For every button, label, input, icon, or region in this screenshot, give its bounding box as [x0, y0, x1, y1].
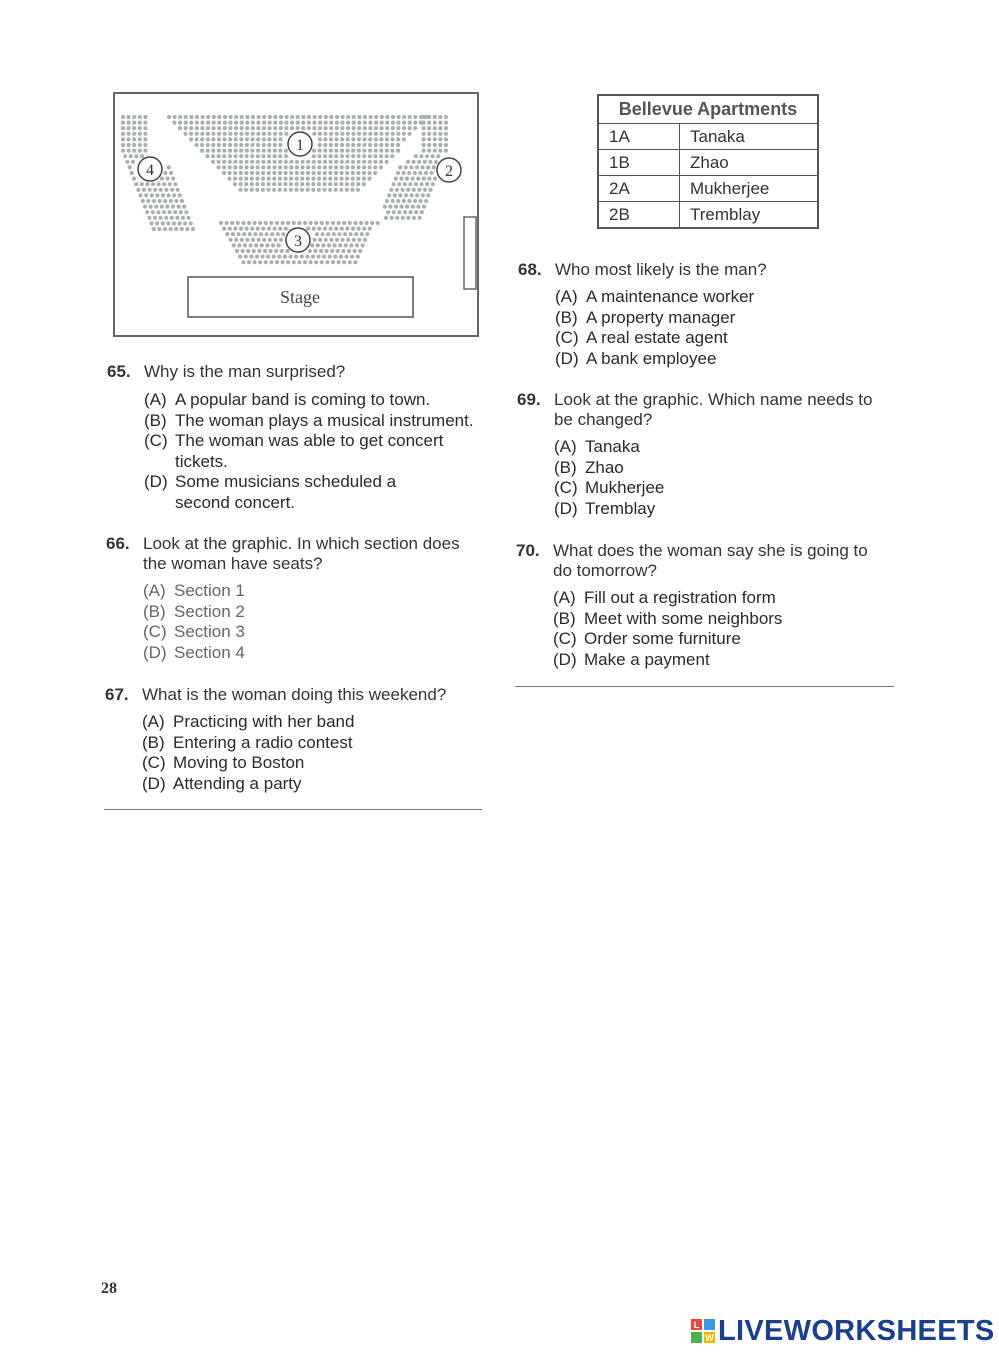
question-70: [516, 541, 886, 670]
section-marker-2: [437, 158, 461, 182]
option-text: A maintenance worker: [586, 287, 755, 306]
section-marker-4: [138, 157, 162, 181]
table-row: [598, 202, 818, 229]
option-text: A property manager: [586, 307, 736, 327]
answer-option-c[interactable]: [555, 328, 898, 349]
answer-option-a[interactable]: [555, 287, 898, 308]
answer-option-d[interactable]: [554, 499, 887, 520]
seating-chart: [113, 92, 479, 337]
answer-options: [144, 390, 492, 513]
answer-option-d[interactable]: [553, 650, 886, 671]
option-text: Fill out a registration form: [584, 588, 776, 607]
option-text: A real estate agent: [586, 328, 728, 347]
option-letter: (B): [554, 457, 577, 477]
brand-name: LIVEWORKSHEETS: [718, 1315, 995, 1347]
option-text: The woman was able to get concert tickets.: [175, 431, 444, 471]
answer-option-b[interactable]: [555, 308, 898, 329]
option-letter: (A): [553, 588, 576, 607]
answer-option-b[interactable]: [143, 602, 471, 623]
answer-options: [554, 437, 887, 519]
answer-option-d[interactable]: [143, 643, 471, 664]
answer-option-a[interactable]: [144, 390, 492, 411]
question-text: Look at the graphic. Which name needs to be changed?: [554, 390, 873, 429]
question-69: [517, 390, 887, 519]
option-letter: (D): [555, 348, 579, 368]
option-letter: (D): [143, 642, 167, 662]
question-text: What is the woman doing this weekend?: [142, 685, 447, 704]
question-number: 65.: [107, 362, 131, 381]
answer-option-d[interactable]: [555, 349, 898, 370]
apartments-table: [597, 94, 819, 229]
seat-dots: [121, 115, 448, 264]
option-text: Section 4: [174, 642, 245, 662]
answer-option-d[interactable]: [144, 472, 454, 513]
question-number: 69.: [517, 390, 541, 409]
option-text: Section 1: [174, 581, 245, 600]
answer-option-a[interactable]: [554, 437, 887, 458]
option-text: Meet with some neighbors: [584, 608, 783, 628]
question-number: 68.: [518, 260, 542, 279]
option-text: A bank employee: [586, 348, 717, 368]
question-number: 66.: [106, 534, 130, 553]
option-letter: (A): [142, 712, 165, 731]
unit-cell: 1A: [598, 124, 680, 150]
unit-cell: 1B: [598, 150, 680, 176]
option-letter: (D): [142, 773, 166, 793]
table-row: [598, 176, 818, 202]
option-text: Zhao: [585, 457, 624, 477]
section-label-4: 4: [146, 162, 154, 179]
answer-option-d[interactable]: [142, 774, 485, 795]
question-text: What does the woman say she is going to do tomorrow?: [553, 541, 868, 580]
option-letter: (C): [142, 753, 166, 772]
option-letter: (B): [144, 410, 167, 430]
option-text: Order some furniture: [584, 629, 741, 648]
question-66: [106, 534, 471, 663]
table-row: [598, 150, 818, 176]
section-label-2: 2: [445, 163, 453, 180]
question-text: Who most likely is the man?: [555, 260, 767, 279]
option-text: Entering a radio contest: [173, 732, 353, 752]
tenant-cell: Tremblay: [680, 202, 819, 229]
section-label-3: 3: [294, 233, 302, 250]
question-number: 70.: [516, 541, 540, 560]
answer-option-b[interactable]: [142, 733, 485, 754]
option-letter: (C): [553, 629, 577, 648]
option-letter: (D): [554, 498, 578, 518]
question-68: [518, 260, 898, 369]
answer-option-b[interactable]: [554, 458, 887, 479]
answer-options: [143, 581, 471, 663]
side-door: [464, 217, 476, 289]
option-text: Some musicians scheduled a second concert.: [175, 472, 397, 512]
seating-chart-graphic: [113, 92, 479, 337]
unit-cell: 2A: [598, 176, 680, 202]
option-text: A popular band is coming to town.: [175, 390, 431, 409]
question-text: Why is the man surprised?: [144, 362, 346, 381]
option-letter: (D): [553, 649, 577, 669]
liveworksheets-brand[interactable]: [690, 1316, 995, 1346]
option-text: Section 3: [174, 622, 245, 641]
option-letter: (C): [143, 622, 167, 641]
answer-option-b[interactable]: [553, 609, 886, 630]
option-letter: (B): [142, 732, 165, 752]
section-label-1: 1: [296, 137, 304, 154]
answer-option-c[interactable]: [553, 629, 886, 650]
option-text: Make a payment: [584, 649, 710, 669]
tenant-cell: Zhao: [680, 150, 819, 176]
answer-option-a[interactable]: [143, 581, 471, 602]
option-letter: (D): [144, 472, 168, 491]
option-letter: (B): [555, 307, 578, 327]
divider-right: [515, 686, 894, 687]
option-letter: (C): [555, 328, 579, 347]
answer-options: [555, 287, 898, 369]
option-text: Attending a party: [173, 773, 302, 793]
option-letter: (A): [554, 437, 577, 456]
answer-options: [142, 712, 485, 794]
option-text: Tanaka: [585, 437, 640, 456]
logo-letter-l: L: [693, 1320, 700, 1330]
tenant-cell: Mukherjee: [680, 176, 819, 202]
option-letter: (A): [143, 581, 166, 600]
option-letter: (C): [554, 478, 578, 497]
answer-option-a[interactable]: [553, 588, 886, 609]
table-title: Bellevue Apartments: [598, 95, 818, 124]
page-number: 28: [101, 1280, 117, 1297]
option-text: Tremblay: [585, 498, 656, 518]
option-letter: (C): [144, 431, 168, 450]
option-letter: (B): [553, 608, 576, 628]
question-67: [105, 685, 485, 794]
tenant-cell: Tanaka: [680, 124, 819, 150]
option-letter: (A): [555, 287, 578, 306]
answer-option-b[interactable]: [144, 411, 492, 432]
logo-letter-w: W: [705, 1333, 714, 1343]
question-number: 67.: [105, 685, 129, 704]
divider-left: [104, 809, 482, 810]
answer-options: [553, 588, 886, 670]
option-letter: (B): [143, 601, 166, 621]
answer-option-c[interactable]: [142, 753, 485, 774]
option-text: Section 2: [174, 601, 245, 621]
answer-option-a[interactable]: [142, 712, 485, 733]
option-text: The woman plays a musical instrument.: [175, 410, 474, 430]
liveworksheets-logo-icon: [690, 1318, 716, 1344]
option-text: Mukherjee: [585, 478, 665, 497]
question-text: Look at the graphic. In which section does the woman have seats?: [143, 534, 460, 573]
stage-label: Stage: [280, 287, 320, 307]
unit-cell: 2B: [598, 202, 680, 229]
question-65: [107, 362, 492, 513]
answer-option-c[interactable]: [144, 431, 444, 472]
section-marker-1: [288, 132, 312, 156]
option-letter: (A): [144, 390, 167, 409]
section-marker-3: [286, 228, 310, 252]
answer-option-c[interactable]: [143, 622, 471, 643]
table-row: [598, 124, 818, 150]
option-text: Moving to Boston: [173, 753, 305, 772]
option-text: Practicing with her band: [173, 712, 355, 731]
answer-option-c[interactable]: [554, 478, 887, 499]
